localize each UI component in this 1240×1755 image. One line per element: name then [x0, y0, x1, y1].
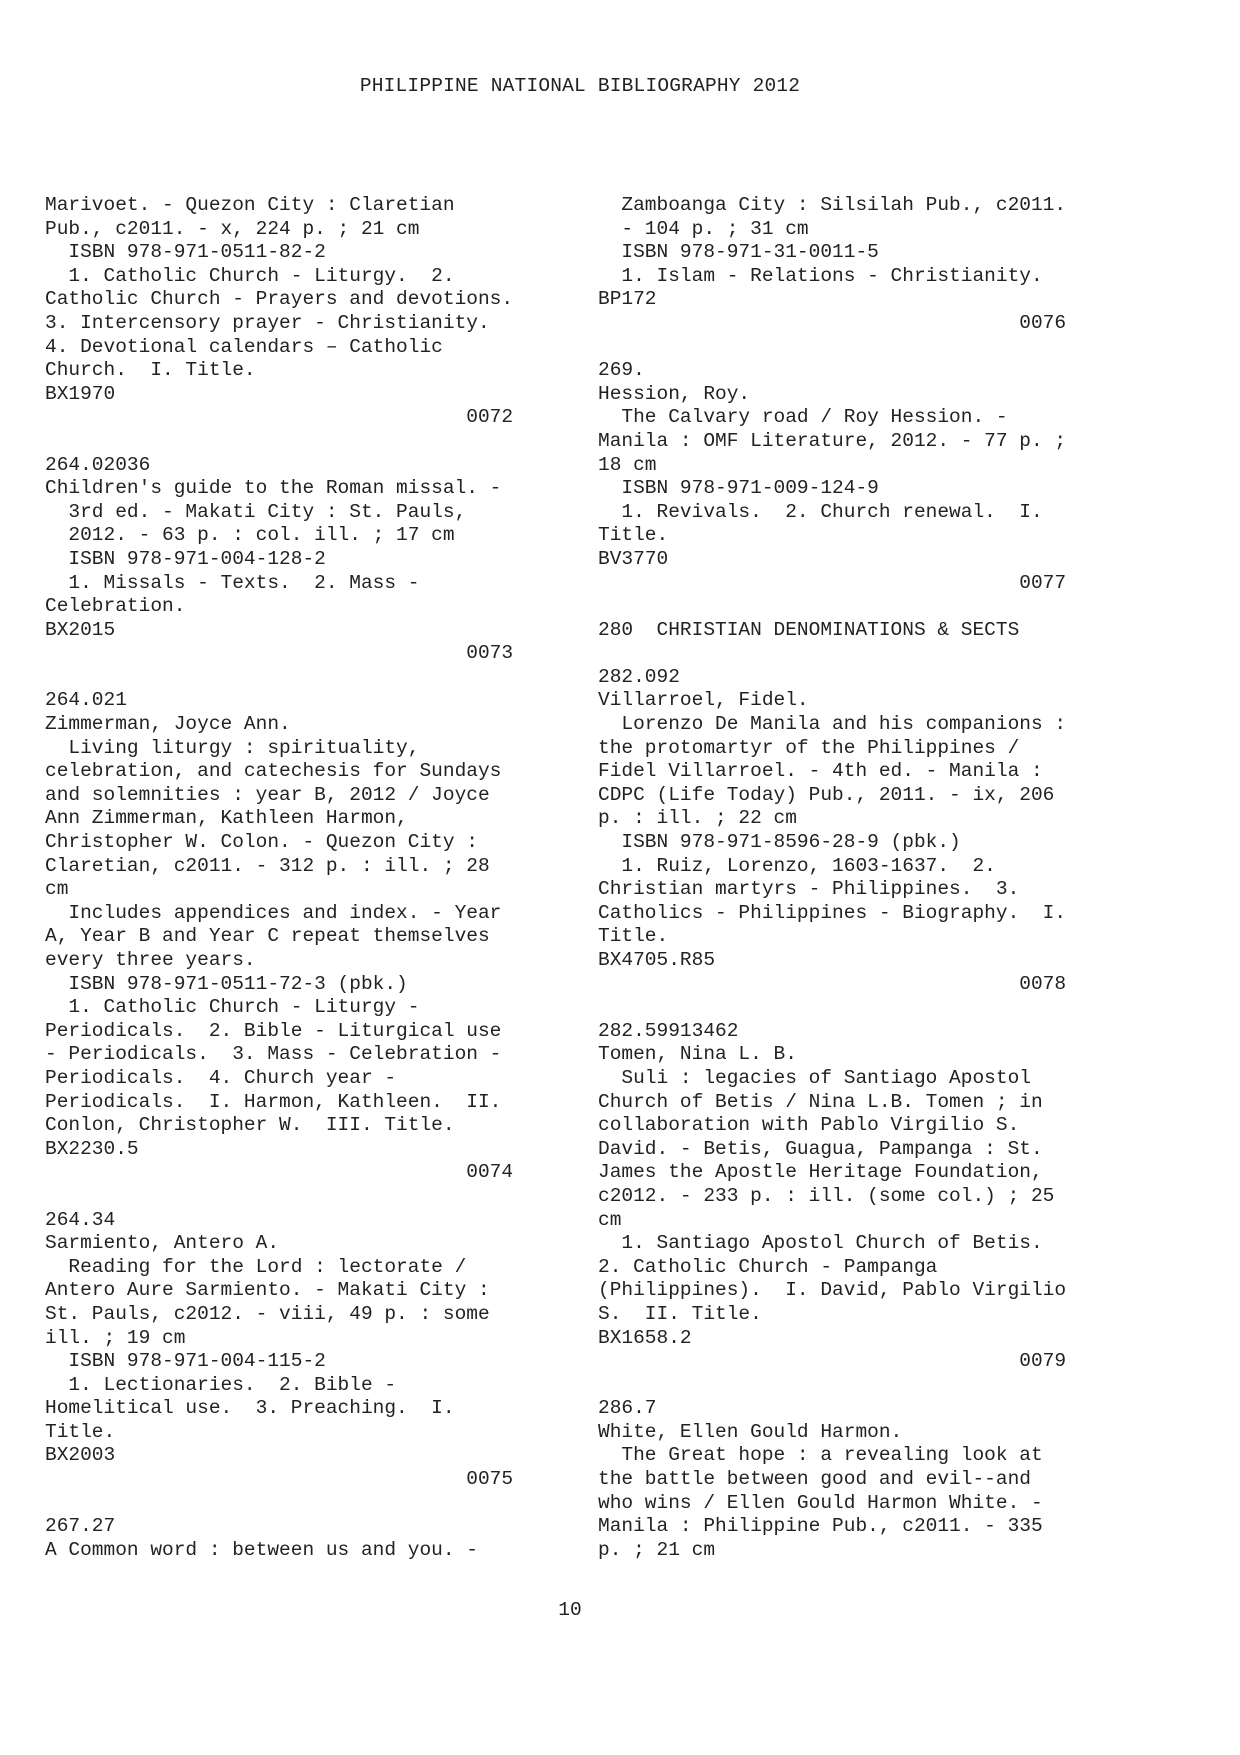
text-line: Manila : OMF Literature, 2012. - 77 p. ;: [598, 429, 1067, 452]
right-column: [598, 194, 1108, 1562]
text-line: 264.02036: [45, 453, 151, 476]
text-line: Sarmiento, Antero A.: [45, 1232, 280, 1255]
text-line: BX4705.R85: [598, 949, 716, 971]
text-line: Church. I. Title.: [45, 359, 256, 382]
text-line: Catholics - Philippines - Biography. I.: [598, 901, 1067, 924]
text-line: 280 CHRISTIAN DENOMINATIONS & SECTS: [598, 618, 1020, 641]
text-line: 3. Intercensory prayer - Christianity.: [45, 311, 490, 334]
text-line: BX2015: [45, 618, 116, 641]
text-line: Reading for the Lord : lectorate /: [45, 1255, 467, 1278]
text-line: 2. Catholic Church - Pampanga: [598, 1255, 938, 1278]
text-line: Suli : legacies of Santiago Apostol: [598, 1066, 1031, 1089]
text-line: - 104 p. ; 31 cm: [598, 217, 809, 240]
text-line: Conlon, Christopher W. III. Title.: [45, 1114, 455, 1137]
text-line: The Great hope : a revealing look at: [598, 1444, 1043, 1467]
text-line: Manila : Philippine Pub., c2011. - 335: [598, 1515, 1043, 1538]
text-line: and solemnities : year B, 2012 / Joyce: [45, 783, 490, 806]
text-line: St. Pauls, c2012. - viii, 49 p. : some: [45, 1302, 490, 1325]
text-line: 4. Devotional calendars – Catholic: [45, 335, 443, 358]
text-line: Ann Zimmerman, Kathleen Harmon,: [45, 807, 408, 830]
text-line: ISBN 978-971-004-128-2: [45, 547, 326, 570]
text-line: Lorenzo De Manila and his companions :: [598, 713, 1067, 736]
text-line: BV3770: [598, 547, 669, 570]
text-line: James the Apostle Heritage Foundation,: [598, 1161, 1043, 1184]
text-line: Title.: [45, 1420, 116, 1443]
text-line: [598, 996, 1108, 1020]
text-line: p. ; 21 cm: [598, 1538, 716, 1561]
text-line: every three years.: [45, 949, 256, 971]
text-line: cm: [45, 878, 69, 901]
text-line: A Common word : between us and you. -: [45, 1538, 478, 1561]
text-line: BX2230.5: [45, 1137, 139, 1160]
text-line: 0075: [45, 1468, 514, 1491]
text-line: Homelitical use. 3. Preaching. I.: [45, 1397, 455, 1420]
text-line: [45, 430, 555, 454]
text-line: BP172: [598, 288, 657, 311]
text-line: 0074: [45, 1161, 514, 1184]
text-line: Periodicals. 2. Bible - Liturgical use: [45, 1019, 502, 1042]
text-line: ill. ; 19 cm: [45, 1326, 186, 1349]
text-line: 0076: [598, 311, 1067, 334]
text-line: Villarroel, Fidel.: [598, 689, 809, 712]
text-line: Marivoet. - Quezon City : Claretian: [45, 194, 455, 216]
text-line: [598, 642, 1108, 666]
text-line: 282.092: [598, 665, 680, 688]
text-line: Antero Aure Sarmiento. - Makati City :: [45, 1279, 490, 1302]
text-line: 1. Catholic Church - Liturgy. 2.: [45, 264, 455, 287]
text-line: BX1970: [45, 382, 116, 405]
text-line: c2012. - 233 p. : ill. (some col.) ; 25: [598, 1184, 1055, 1207]
text-line: Tomen, Nina L. B.: [598, 1043, 797, 1066]
text-line: 264.34: [45, 1208, 116, 1231]
text-line: 1. Ruiz, Lorenzo, 1603-1637. 2.: [598, 854, 996, 877]
text-line: Claretian, c2011. - 312 p. : ill. ; 28: [45, 854, 490, 877]
text-line: Periodicals. I. Harmon, Kathleen. II.: [45, 1090, 502, 1113]
text-line: Pub., c2011. - x, 224 p. ; 21 cm: [45, 217, 420, 240]
text-line: Zimmerman, Joyce Ann.: [45, 713, 291, 736]
text-line: 1. Catholic Church - Liturgy -: [45, 996, 420, 1019]
text-line: the battle between good and evil--and: [598, 1468, 1031, 1491]
text-line: 282.59913462: [598, 1019, 739, 1042]
text-line: White, Ellen Gould Harmon.: [598, 1420, 903, 1443]
text-line: - Periodicals. 3. Mass - Celebration -: [45, 1043, 502, 1066]
text-line: [598, 336, 1108, 360]
text-line: [598, 595, 1108, 619]
text-line: [45, 1492, 555, 1516]
text-line: collaboration with Pablo Virgilio S.: [598, 1114, 1020, 1137]
text-line: Christopher W. Colon. - Quezon City :: [45, 831, 478, 854]
text-line: (Philippines). I. David, Pablo Virgilio: [598, 1279, 1067, 1302]
text-line: [598, 1374, 1108, 1398]
text-line: 1. Santiago Apostol Church of Betis.: [598, 1232, 1043, 1255]
text-line: ISBN 978-971-009-124-9: [598, 477, 879, 500]
text-line: The Calvary road / Roy Hession. -: [598, 406, 1008, 429]
text-line: ISBN 978-971-31-0011-5: [598, 241, 879, 264]
text-line: Title.: [598, 925, 669, 948]
text-line: who wins / Ellen Gould Harmon White. -: [598, 1491, 1043, 1514]
text-line: p. : ill. ; 22 cm: [598, 807, 797, 830]
text-line: Periodicals. 4. Church year -: [45, 1066, 397, 1089]
text-line: Christian martyrs - Philippines. 3.: [598, 878, 1020, 901]
text-line: 264.021: [45, 689, 127, 712]
text-line: 1. Revivals. 2. Church renewal. I.: [598, 500, 1043, 523]
text-line: 0079: [598, 1350, 1067, 1373]
text-line: cm: [598, 1208, 622, 1231]
text-line: the protomartyr of the Philippines /: [598, 736, 1020, 759]
text-line: ISBN 978-971-8596-28-9 (pbk.): [598, 831, 961, 854]
text-line: Church of Betis / Nina L.B. Tomen ; in: [598, 1090, 1043, 1113]
text-line: ISBN 978-971-0511-82-2: [45, 241, 326, 264]
text-line: 0073: [45, 642, 514, 665]
text-line: ISBN 978-971-0511-72-3 (pbk.): [45, 972, 408, 995]
text-line: 269.: [598, 359, 645, 382]
text-line: Children's guide to the Roman missal. -: [45, 477, 502, 500]
text-line: 3rd ed. - Makati City : St. Pauls,: [45, 500, 467, 523]
text-line: Fidel Villarroel. - 4th ed. - Manila :: [598, 760, 1043, 783]
text-line: 1. Lectionaries. 2. Bible -: [45, 1373, 397, 1396]
text-line: Zamboanga City : Silsilah Pub., c2011.: [598, 194, 1067, 216]
text-line: 0072: [45, 406, 514, 429]
text-line: BX1658.2: [598, 1326, 692, 1349]
text-line: Includes appendices and index. - Year: [45, 901, 502, 924]
text-line: ISBN 978-971-004-115-2: [45, 1350, 326, 1373]
text-line: 0077: [598, 571, 1067, 594]
text-line: A, Year B and Year C repeat themselves: [45, 925, 490, 948]
text-line: 2012. - 63 p. : col. ill. ; 17 cm: [45, 524, 455, 547]
text-line: CDPC (Life Today) Pub., 2011. - ix, 206: [598, 783, 1055, 806]
text-line: 1. Missals - Texts. 2. Mass -: [45, 571, 420, 594]
text-line: David. - Betis, Guagua, Pampanga : St.: [598, 1137, 1043, 1160]
page-number: 10: [558, 1599, 582, 1621]
text-line: BX2003: [45, 1444, 116, 1467]
text-line: Living liturgy : spirituality,: [45, 736, 420, 759]
text-line: celebration, and catechesis for Sundays: [45, 760, 502, 783]
text-line: 286.7: [598, 1397, 657, 1420]
text-line: [45, 666, 555, 690]
text-line: 267.27: [45, 1515, 116, 1538]
text-line: Title.: [598, 524, 669, 547]
text-line: Hession, Roy.: [598, 382, 751, 405]
page-header: PHILIPPINE NATIONAL BIBLIOGRAPHY 2012: [359, 75, 801, 97]
text-line: 1. Islam - Relations - Christianity.: [598, 264, 1043, 287]
text-line: S. II. Title.: [598, 1302, 762, 1325]
text-line: 0078: [598, 972, 1067, 995]
text-line: Catholic Church - Prayers and devotions.: [45, 288, 514, 311]
text-line: Celebration.: [45, 595, 186, 618]
text-line: 18 cm: [598, 453, 657, 476]
text-line: [45, 1185, 555, 1209]
left-column: [45, 194, 555, 1562]
